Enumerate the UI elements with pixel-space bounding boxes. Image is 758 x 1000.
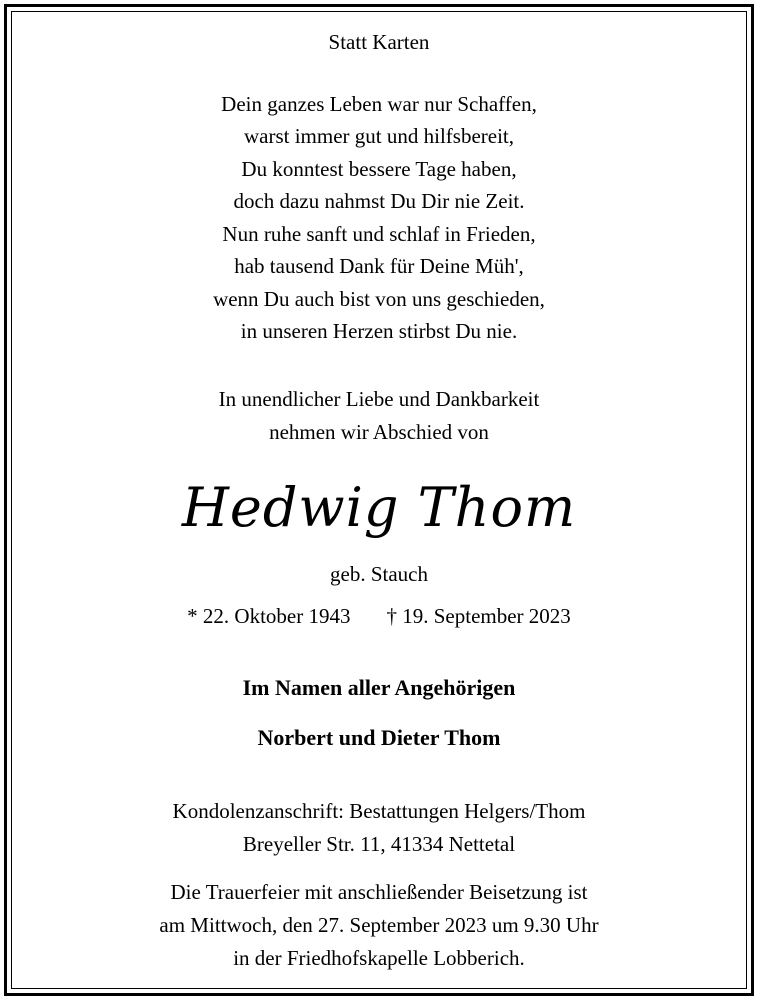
condolence-line: Kondolenzanschrift: Bestattungen Helgers/Thom [172,799,586,823]
funeral-line: in der Friedhofskapelle Lobberich. [233,946,525,970]
poem-line: warst immer gut und hilfsbereit, [243,124,515,148]
maiden-name: geb. Stauch [330,562,428,586]
signature-line: Im Namen aller Angehörigen [242,675,516,700]
signatories: Norbert und Dieter Thom [257,725,501,750]
funeral-line: Die Trauerfeier mit anschließender Beisetzung ist [170,880,588,904]
condolence-line: Breyeller Str. 11, 41334 Nettetal [242,832,516,856]
intro-line: nehmen wir Abschied von [269,420,489,444]
death-date: † 19. September 2023 [386,604,571,628]
poem-line: hab tausend Dank für Deine Müh', [234,254,524,278]
funeral-line: am Mittwoch, den 27. September 2023 um 9.30 Uhr [159,913,599,937]
deceased-name: Hedwig Thom [181,476,577,539]
intro-line: In unendlicher Liebe und Dankbarkeit [218,387,540,411]
header-text: Statt Karten [328,30,430,54]
poem-line: Nun ruhe sanft und schlaf in Frieden, [222,222,536,246]
poem-line: Du konntest bessere Tage haben, [241,157,517,181]
poem-line: wenn Du auch bist von uns geschieden, [213,287,545,311]
birth-date: * 22. Oktober 1943 [187,604,351,628]
poem-line: in unseren Herzen stirbst Du nie. [240,319,518,343]
life-dates [0,604,758,629]
poem-line: doch dazu nahmst Du Dir nie Zeit. [233,189,525,213]
poem-line: Dein ganzes Leben war nur Schaffen, [221,92,537,116]
